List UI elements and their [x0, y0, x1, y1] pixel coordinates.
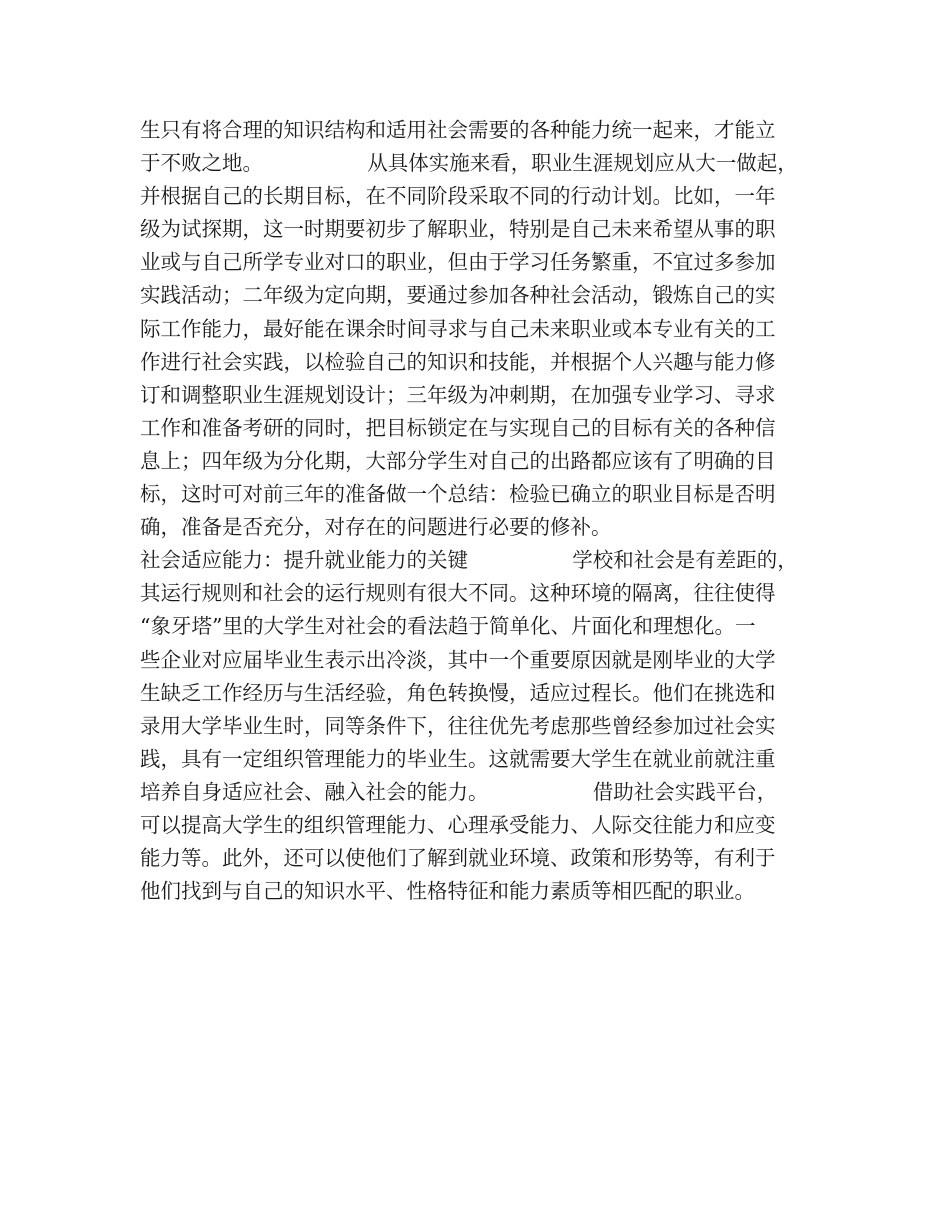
text-line: 其运行规则和社会的运行规则有很大不同。这种环境的隔离，往往使得: [140, 581, 776, 606]
text-line: 工作和准备考研的同时，把目标锁定在与实现自己的目标有关的各种信: [140, 415, 776, 440]
text-line: 践，具有一定组织管理能力的毕业生。这就需要大学生在就业前就注重: [140, 746, 776, 771]
section-heading-line: 社会适应能力：提升就业能力的关键 学校和社会是有差距的，: [140, 548, 798, 573]
text-line: 录用大学毕业生时，同等条件下，往往优先考虑那些曾经参加过社会实: [140, 713, 776, 738]
text-line: 确，准备是否充分，对存在的问题进行必要的修补。: [140, 515, 612, 540]
text-line: 他们找到与自己的知识水平、性格特征和能力素质等相匹配的职业。: [140, 879, 755, 904]
text-line: 作进行社会实践，以检验自己的知识和技能，并根据个人兴趣与能力修: [140, 349, 776, 374]
text-line: 培养自身适应社会、融入社会的能力。 借助社会实践平台，: [140, 779, 778, 804]
text-line: 生只有将合理的知识结构和适用社会需要的各种能力统一起来，才能立: [140, 118, 776, 142]
text-line: 些企业对应届毕业生表示出冷淡，其中一个重要原因就是刚毕业的大学: [140, 647, 776, 672]
text-line: 实践活动；二年级为定向期，要通过参加各种社会活动，锻炼自己的实: [140, 283, 776, 308]
text-line: 息上；四年级为分化期，大部分学生对自己的出路都应该有了明确的目: [140, 448, 776, 473]
text-line: 可以提高大学生的组织管理能力、心理承受能力、人际交往能力和应变: [140, 812, 776, 837]
text-line: 际工作能力，最好能在课余时间寻求与自己未来职业或本专业有关的工: [140, 316, 776, 341]
text-line: 业或与自己所学专业对口的职业，但由于学习任务繁重，不宜过多参加: [140, 250, 776, 275]
text-line: 标，这时可对前三年的准备做一个总结：检验已确立的职业目标是否明: [140, 482, 776, 507]
text-line: 生缺乏工作经历与生活经验，角色转换慢，适应过程长。他们在挑选和: [140, 680, 776, 705]
text-line: “象牙塔”里的大学生对社会的看法趋于简单化、片面化和理想化。一: [140, 614, 756, 639]
text-line: 级为试探期，这一时期要初步了解职业，特别是自己未来希望从事的职: [140, 217, 776, 242]
text-line: 于不败之地。 从具体实施来看，职业生涯规划应从大一做起，: [140, 151, 798, 176]
text-line: 能力等。此外，还可以使他们了解到就业环境、政策和形势等，有利于: [140, 846, 776, 871]
body-text: [140, 114, 820, 908]
text-line: 订和调整职业生涯规划设计；三年级为冲刺期，在加强专业学习、寻求: [140, 382, 776, 407]
text-line: 并根据自己的长期目标，在不同阶段采取不同的行动计划。比如，一年: [140, 184, 776, 209]
